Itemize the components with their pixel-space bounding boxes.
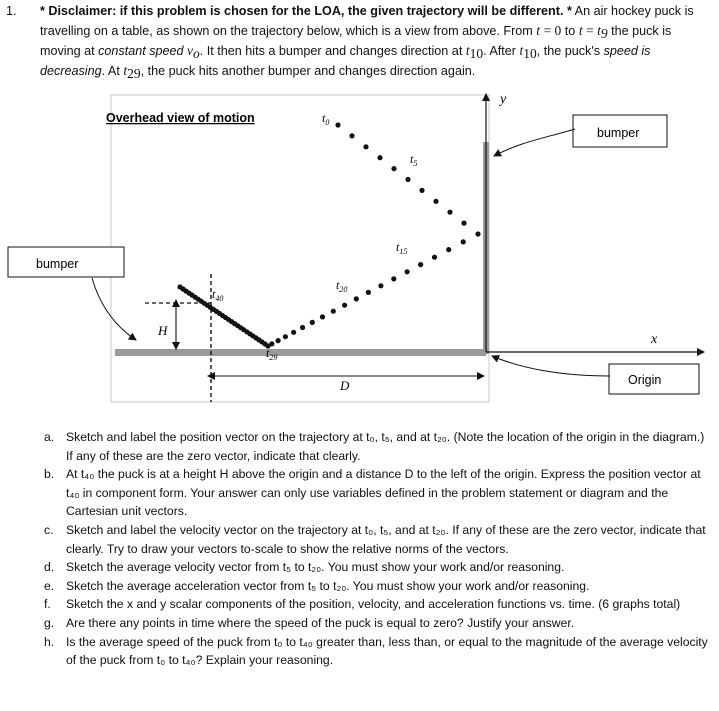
trajectory-dot <box>349 133 354 138</box>
trajectory-dot <box>342 303 347 308</box>
trajectory-dot <box>418 262 423 267</box>
intro-text-3: . It then hits a bumper and changes direction at <box>199 44 466 58</box>
question-item <box>44 558 714 577</box>
question-text: At t₄₀ the puck is at a height H above the origin and a distance D to the left of the origin. Express the position vector at t₄₀ in component form. Your answer can only use variables defined in the problem statement or diagram and the Cartesian unit vectors. <box>66 467 701 519</box>
question-item <box>44 595 714 614</box>
question-item <box>44 428 714 465</box>
question-list <box>44 428 714 670</box>
problem-body: * Disclaimer: if this problem is chosen for the LOA, the given trajectory will be different. * An air hockey puck is travelling on a table, as shown on the trajectory below, which is a view from above. From t = 0 to $t = t_9$ the puck is moving at constant speed $v_o$. It then hits a bumper and changes direction at $t_{10}$. After $t_{10}$, the puck's speed is decreasing. At $t_{29}$, the puck hits another bumper and changes direction again. <box>40 4 694 81</box>
problem-statement <box>6 2 712 81</box>
bumper-right-pointer <box>494 129 575 156</box>
trajectory-dot <box>363 144 368 149</box>
intro-italic-speed-decreasing: speed is decreasing <box>40 44 651 78</box>
trajectory-dot <box>405 177 410 182</box>
label-t0: $t_0$ <box>322 111 330 127</box>
question-letter: c. <box>44 522 54 537</box>
intro-text-2: the puck is moving at <box>40 24 672 58</box>
question-text: Sketch the average acceleration vector from t₅ to t₂₀. You must show your work and/or reasoning. <box>66 578 590 593</box>
trajectory-dot <box>291 330 296 335</box>
trajectory-dot <box>432 255 437 260</box>
trajectory-dot <box>433 199 438 204</box>
question-item <box>44 577 714 596</box>
trajectory-dot <box>405 269 410 274</box>
label-t15: $t_{15}$ <box>396 240 408 256</box>
trajectory-dot <box>335 122 340 127</box>
trajectory-dot <box>377 155 382 160</box>
intro-text-1: An air hockey puck is travelling on a table, as shown on the trajectory below, which is a view from above. From <box>40 4 694 38</box>
bumper-left-label: bumper <box>36 257 79 271</box>
trajectory-dot <box>475 231 480 236</box>
trajectory-dot <box>366 290 371 295</box>
trajectory-dot <box>446 247 451 252</box>
question-text: Sketch and label the velocity vector on the trajectory at t₀, t₅, and at t₂₀. If any of these are the zero vector, indicate that clearly. Try to draw your vectors to-scale to show the relative norms of the vectors. <box>66 522 706 556</box>
x-axis-label: x <box>651 332 658 347</box>
label-t40: $t_{40}$ <box>212 287 224 303</box>
question-letter: b. <box>44 467 55 482</box>
question-text: Is the average speed of the puck from t₀ to t₄₀ greater than, less than, or equal to the magnitude of the average velocity of the puck from t₀ to t₄₀? Explain your reasoning. <box>66 634 708 668</box>
question-letter: h. <box>44 634 55 649</box>
trajectory-dot <box>378 283 383 288</box>
origin-label: Origin <box>628 373 662 387</box>
intro-italic-constant-speed: constant speed <box>98 44 184 58</box>
trajectory-dot <box>391 166 396 171</box>
disclaimer: * Disclaimer: if this problem is chosen for the LOA, the given trajectory will be different. * <box>40 4 572 18</box>
y-axis-label: y <box>500 92 507 107</box>
bumper-right-label: bumper <box>597 126 640 140</box>
diagram-title: Overhead view of motion <box>106 111 255 125</box>
question-letter: d. <box>44 560 55 575</box>
intro-text-4: . After <box>483 44 520 58</box>
trajectory-dot <box>310 320 315 325</box>
trajectory-dot <box>447 210 452 215</box>
h-label: H <box>158 323 168 338</box>
question-letter: e. <box>44 578 55 593</box>
trajectory-dot <box>276 338 281 343</box>
trajectory-dot <box>461 221 466 226</box>
label-t29: $t_{29}$ <box>266 346 278 362</box>
question-text: Are there any points in time where the speed of the puck is equal to zero? Justify your answer. <box>66 615 575 630</box>
trajectory-dots <box>177 122 480 348</box>
question-letter: g. <box>44 615 55 630</box>
trajectory-dot <box>300 325 305 330</box>
label-t20: $t_{20}$ <box>336 278 348 294</box>
intro-text-7: , the puck hits another bumper and changes direction again. <box>140 64 476 78</box>
trajectory-dot <box>283 334 288 339</box>
origin-pointer <box>492 356 610 376</box>
question-item <box>44 465 714 521</box>
trajectory-dot <box>177 284 182 289</box>
bottom-bumper <box>115 349 486 356</box>
bumper-left-pointer <box>92 278 136 340</box>
question-text: Sketch and label the position vector on the trajectory at t₀, t₅, and at t₂₀. (Note the location of the origin in the diagram.) If any of these are the zero vector, indicate that clearly. <box>66 430 705 463</box>
question-item <box>44 521 714 558</box>
label-t5: $t_5$ <box>410 152 418 168</box>
trajectory-dot <box>320 314 325 319</box>
trajectory-dot <box>391 276 396 281</box>
trajectory-dot <box>331 309 336 314</box>
trajectory-dot <box>461 239 466 244</box>
d-label: D <box>340 378 350 393</box>
question-text: Sketch the average velocity vector from t₅ to t₂₀. You must show your work and/or reasoning. <box>66 560 565 575</box>
trajectory-diagram <box>0 84 719 424</box>
trajectory-dot <box>419 188 424 193</box>
question-item <box>44 633 714 670</box>
question-text: Sketch the x and y scalar components of the position, velocity, and acceleration functions vs. time. (6 graphs total) <box>66 597 681 612</box>
question-letter: a. <box>44 430 55 444</box>
problem-number: 1. <box>6 4 17 18</box>
intro-text-6: . At <box>101 64 124 78</box>
question-item <box>44 614 714 633</box>
intro-text-5: , the puck's <box>536 44 604 58</box>
trajectory-dot <box>354 296 359 301</box>
question-letter: f. <box>44 597 51 612</box>
